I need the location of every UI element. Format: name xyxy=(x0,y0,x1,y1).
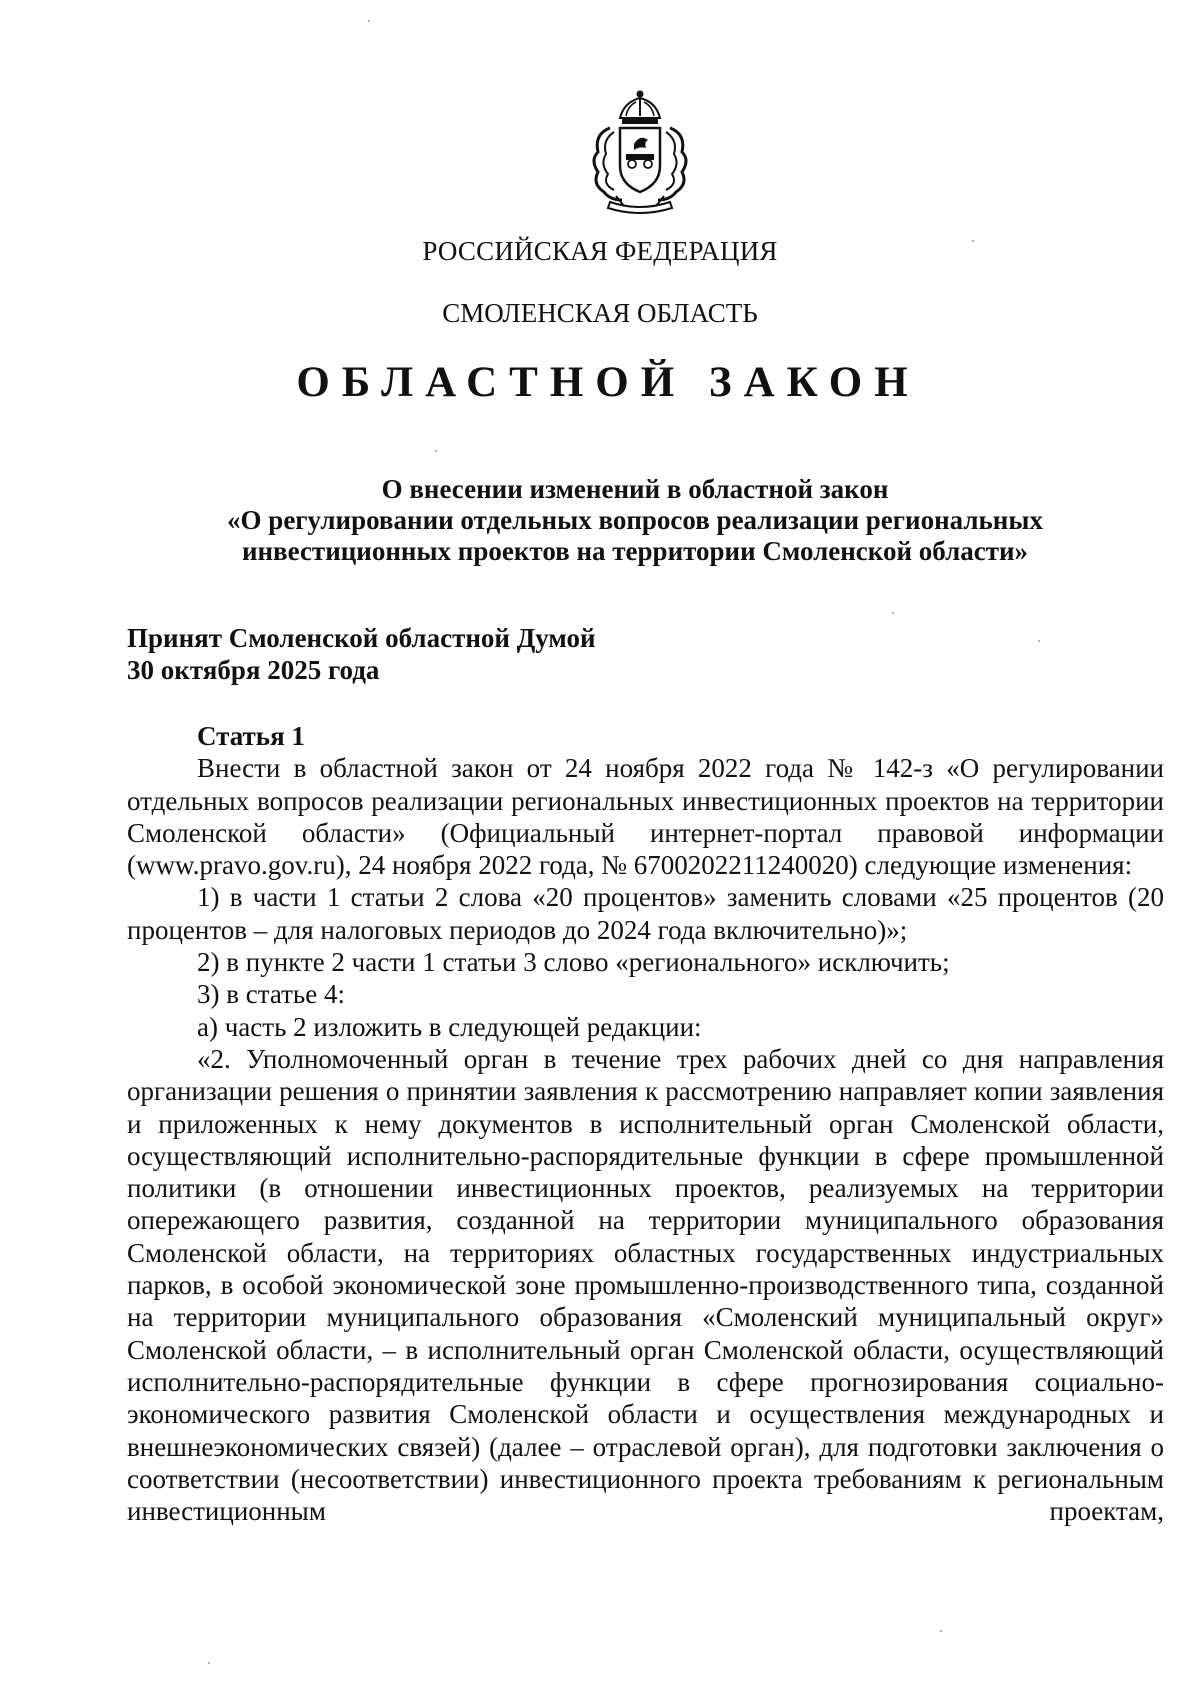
article-body xyxy=(127,720,1164,1527)
adoption-note xyxy=(127,622,827,686)
region-heading: СМОЛЕНСКАЯ ОБЛАСТЬ xyxy=(442,298,758,328)
scan-speck xyxy=(1038,640,1040,642)
amendment-item-1: 1) в части 1 статьи 2 слова «20 процентов» заменить словами «25 процентов (20 процентов – для налоговых периодов до 2024 года включительно)»; xyxy=(127,882,1164,945)
scan-speck xyxy=(435,450,437,452)
scan-speck xyxy=(892,612,894,614)
amendment-item-3: 3) в статье 4: xyxy=(197,979,345,1010)
article-intro-paragraph: Внести в областной закон от 24 ноября 2022 года № 142-з «О регулировании отдельных вопросов реализации региональных инвестиционных проектов на территории Смоленской области» (Официальный интернет-портал правовой информации (www.pravo.gov.ru), 24 ноября 2022 года, № 6700202211240020) следующие изменения: xyxy=(127,753,1164,881)
quoted-new-text-paragraph: «2. Уполномоченный орган в течение трех рабочих дней со дня направления организации решения о принятии заявления к рассмотрению направляет копии заявления и приложенных к нему документов в исполнительный орган Смоленской области, осуществляющий исполнительно-распорядительные функции в сфере промышленной политики (в отношении инвестиционных проектов, реализуемых на территории опережающего развития, созданной на территории муниципального образования Смоленской области, на территориях областных государственных индустриальных парков, в особой экономической зоне промышленно-производственного типа, созданной на территории муниципального образования «Смоленский муниципальный округ» Смоленской области, – в исполнительный орган Смоленской области, осуществляющий исполнительно-распорядительные функции в сфере прогнозирования социально-экономического развития Смоленской области и осуществления международных и внешнеэкономических связей) (далее – отраслевой орган), для подготовки заключения о соответствии (несоответствии) инвестиционного проекта требованиям к региональным инвестиционным проектам, xyxy=(127,1043,1164,1527)
subject-line: инвестиционных проектов на территории Смоленской области» xyxy=(241,536,1029,566)
scan-speck xyxy=(972,240,974,242)
scan-speck xyxy=(368,20,370,22)
law-subject xyxy=(200,474,1070,567)
adoption-line: Принят Смоленской областной Думой xyxy=(127,623,596,653)
subject-line: О внесении изменений в областной закон xyxy=(381,474,889,504)
coat-of-arms-emblem xyxy=(580,88,700,216)
country-heading: РОССИЙСКАЯ ФЕДЕРАЦИЯ xyxy=(422,236,778,266)
amendment-item-3a: а) часть 2 изложить в следующей редакции: xyxy=(197,1011,702,1042)
document-type-title: ОБЛАСТНОЙ ЗАКОН xyxy=(296,359,920,406)
amendment-item-2: 2) в пункте 2 части 1 статьи 3 слово «регионального» исключить; xyxy=(197,947,950,978)
article-heading: Статья 1 xyxy=(197,721,305,751)
scan-speck xyxy=(208,1662,210,1664)
subject-line: «О регулировании отдельных вопросов реализации региональных xyxy=(227,505,1043,535)
scan-speck xyxy=(940,1630,942,1632)
adoption-date: 30 октября 2025 года xyxy=(127,655,380,685)
